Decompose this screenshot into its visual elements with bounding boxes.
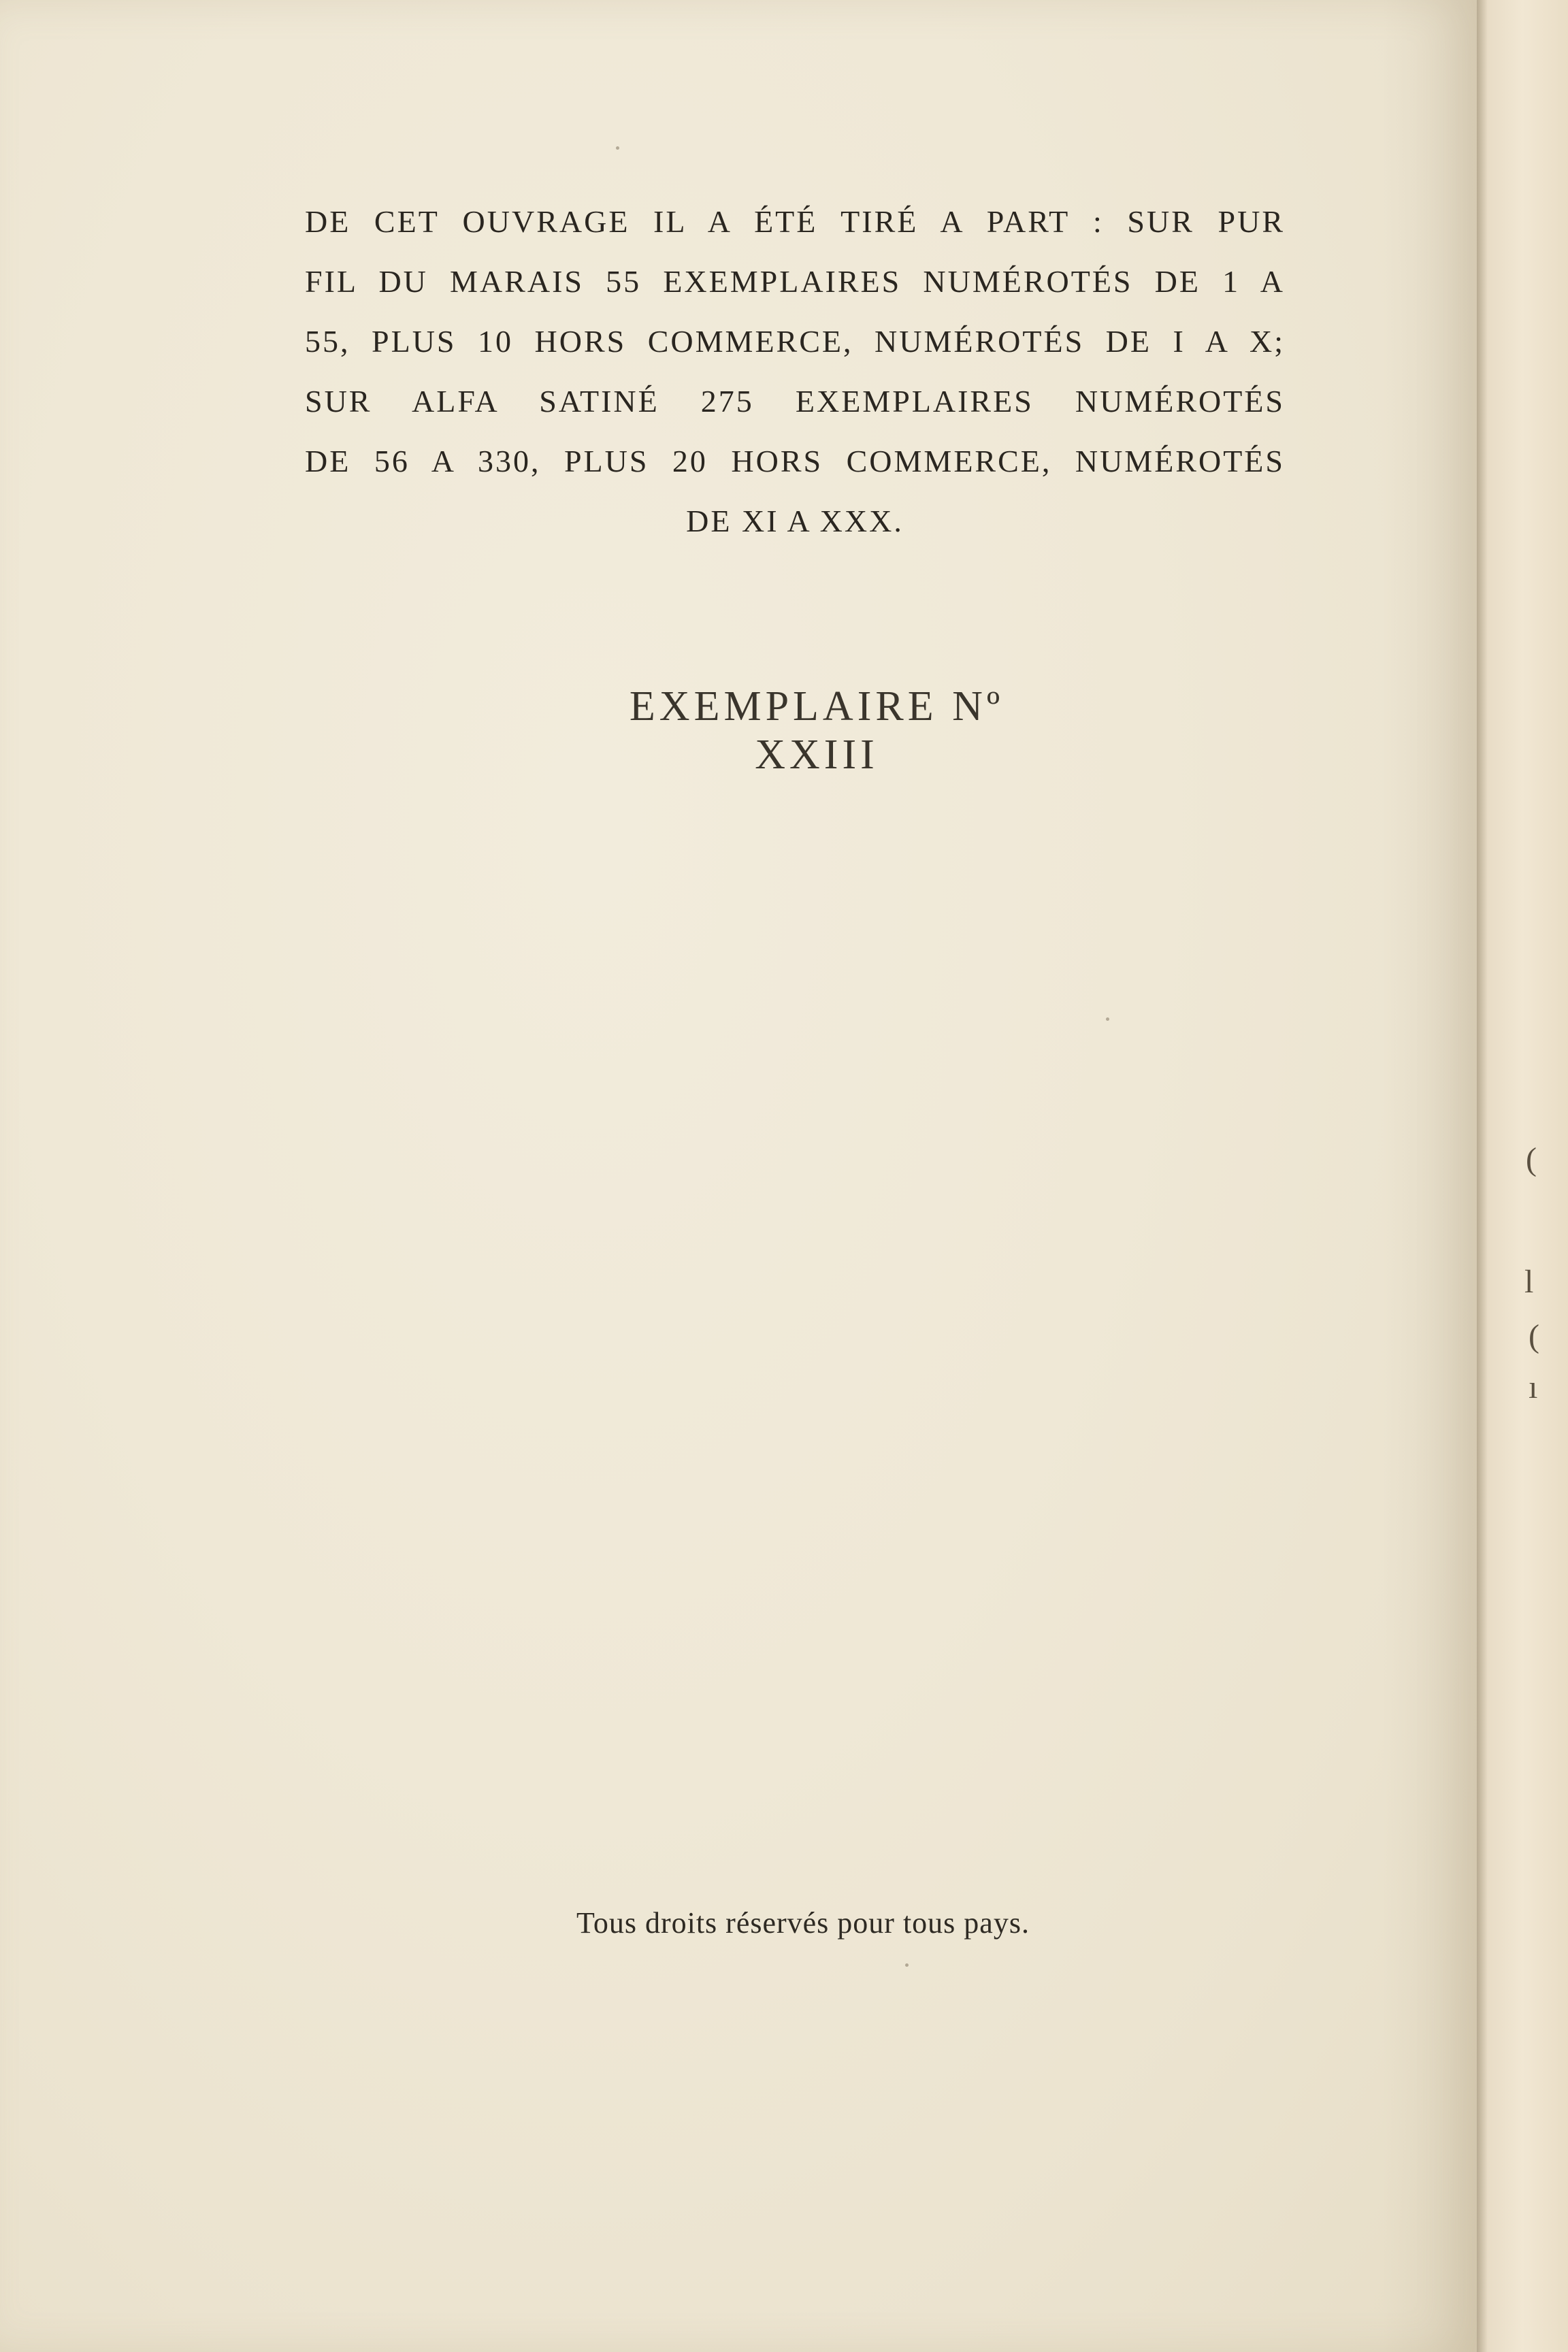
facing-page-glyph: (	[1529, 1318, 1539, 1354]
colophon-line: DE XI A XXX.	[686, 504, 904, 538]
facing-page-glyph: ı	[1529, 1369, 1538, 1405]
colophon-line: SUR ALFA SATINÉ 275 EXEMPLAIRES NUMÉROTÉS	[305, 384, 1285, 419]
facing-page-glyph: l	[1524, 1264, 1534, 1300]
paper-speck	[905, 1963, 909, 1967]
copy-number: EXEMPLAIRE Nº XXIII	[629, 683, 1004, 778]
paper-speck	[616, 146, 619, 150]
colophon-line: FIL DU MARAIS 55 EXEMPLAIRES NUMÉROTÉS DE 1 A	[305, 264, 1285, 299]
print-run-colophon	[305, 192, 1285, 551]
colophon-line: DE 56 A 330, PLUS 20 HORS COMMERCE, NUMÉROTÉS	[305, 444, 1285, 478]
colophon-line: 55, PLUS 10 HORS COMMERCE, NUMÉROTÉS DE I A X;	[305, 324, 1285, 359]
facing-page-glyph: (	[1526, 1141, 1537, 1177]
facing-page-edge	[1477, 0, 1568, 2352]
rights-notice: Tous droits réservés pour tous pays.	[576, 1906, 1030, 1940]
colophon-line: DE CET OUVRAGE IL A ÉTÉ TIRÉ A PART : SUR PUR	[305, 204, 1285, 239]
paper-speck	[1106, 1017, 1109, 1021]
